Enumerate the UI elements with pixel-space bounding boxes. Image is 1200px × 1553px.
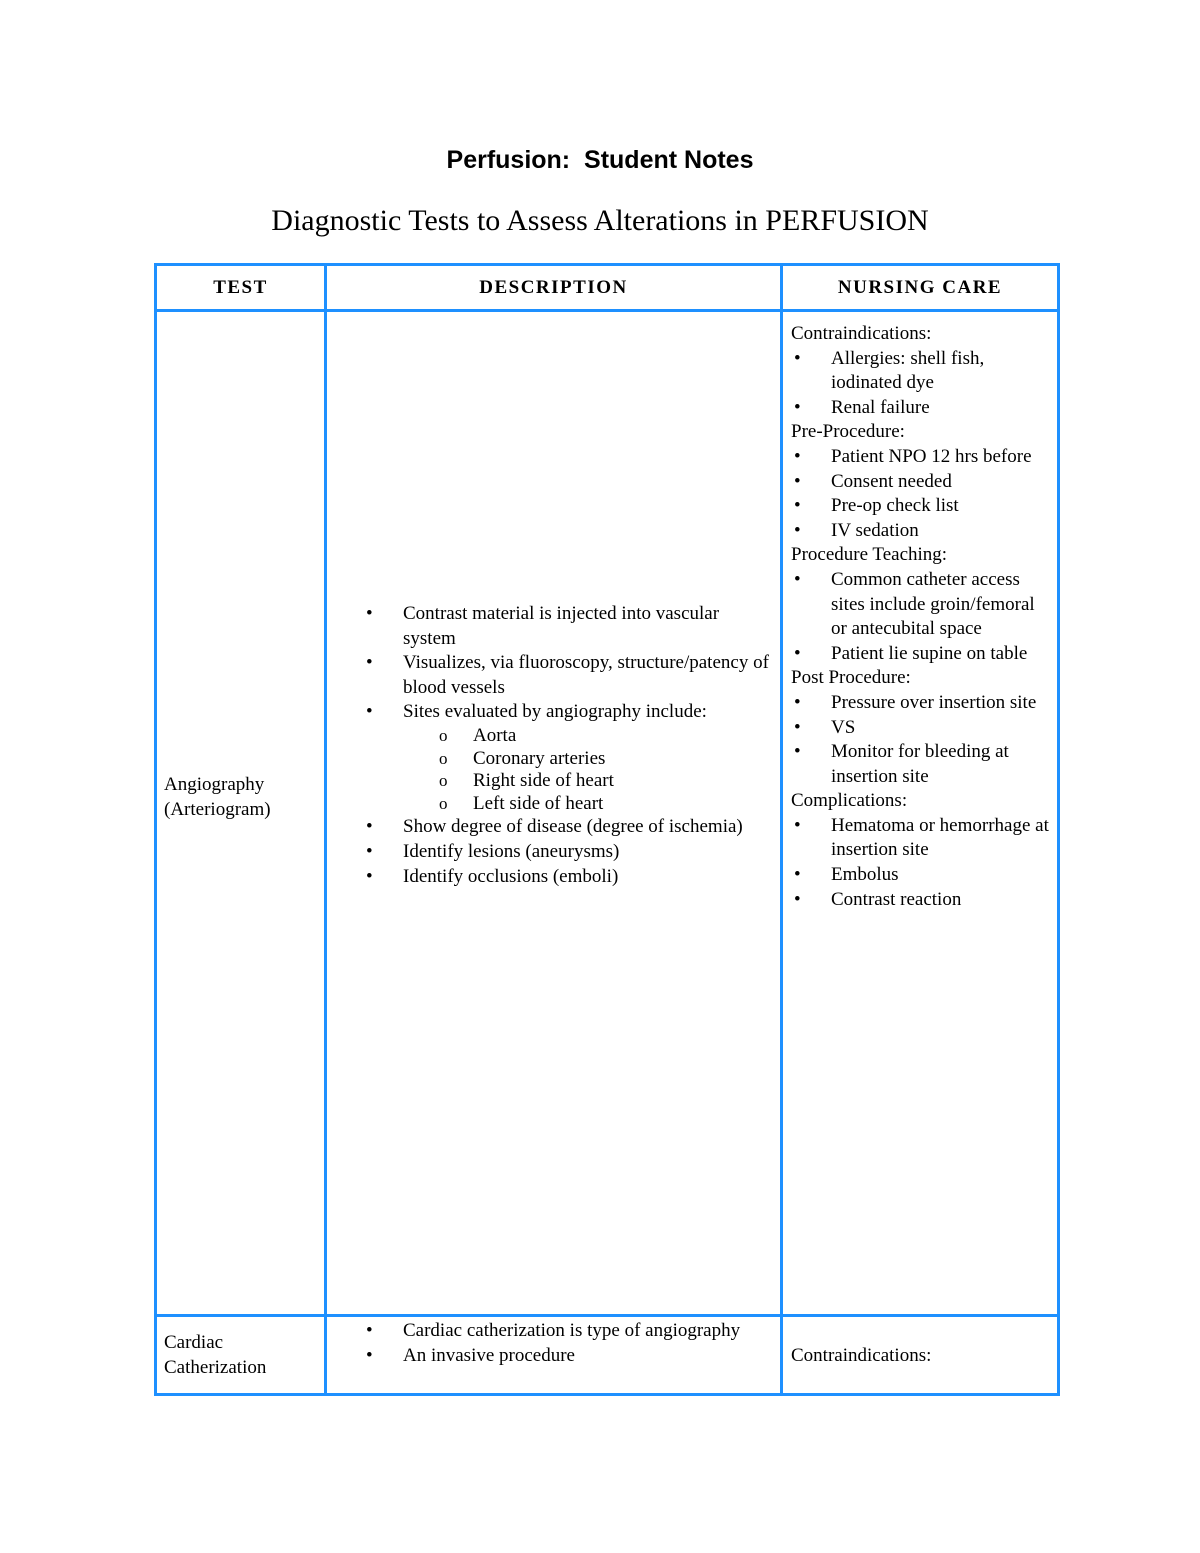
table-border-top: [154, 263, 1060, 266]
test-name-cardiac-catherization: Cardiac Catherization: [164, 1332, 267, 1378]
table-border-left: [154, 263, 157, 1396]
header-divider: [154, 309, 1060, 312]
pre-procedure-label: Pre-Procedure:: [791, 421, 905, 443]
row-divider: [154, 1314, 1060, 1317]
list-item: • Cardiac catherization is type of angiography: [363, 1319, 773, 1344]
list-item: • Patient NPO 12 hrs before: [791, 445, 1053, 470]
test-name-angiography: Angiography (Arteriogram): [164, 774, 271, 820]
contraindications-label: Contraindications:: [791, 323, 932, 344]
header-test: TEST: [213, 277, 268, 298]
list-item: • Pre-op check list: [791, 494, 1053, 519]
nursing-care-angiography: [791, 322, 1053, 912]
list-item: • Identify lesions (aneurysms): [363, 840, 773, 865]
list-item: • IV sedation: [791, 519, 1053, 544]
header-nursing-care: NURSING CARE: [837, 277, 1003, 298]
list-item: • Show degree of disease (degree of ischemia): [363, 815, 773, 840]
sub-list-item: o Coronary arteries: [403, 748, 773, 771]
list-item: • Hematoma or hemorrhage at insertion site: [791, 814, 1053, 863]
list-item: • Monitor for bleeding at insertion site: [791, 740, 1053, 789]
diagnostic-tests-table: [154, 263, 1060, 1396]
list-item: • Contrast reaction: [791, 888, 1053, 913]
page-subtitle: Diagnostic Tests to Assess Alterations in PERFUSION: [271, 204, 929, 237]
table-border-bottom: [154, 1393, 1060, 1396]
list-item: • Embolus: [791, 863, 1053, 888]
list-item: • An invasive procedure: [363, 1344, 773, 1369]
sub-list-item: o Aorta: [403, 725, 773, 748]
list-item: • Identify occlusions (emboli): [363, 865, 773, 890]
column-divider-2: [780, 263, 783, 1396]
list-item: • Visualizes, via fluoroscopy, structure/patency of blood vessels: [363, 651, 773, 700]
sub-list-item: o Left side of heart: [403, 793, 773, 816]
list-item: • VS: [791, 716, 1053, 741]
complications-label: Complications:: [791, 790, 908, 812]
page-title: Perfusion: Student Notes: [446, 146, 754, 174]
list-item: • Renal failure: [791, 396, 1053, 421]
list-item: • Sites evaluated by angiography include: o Aorta o Coronary arteries o Right side of heart o Left side of heart: [363, 700, 773, 815]
list-item: • Contrast material is injected into vascular system: [363, 602, 773, 651]
description-cardiac-catherization: [363, 1319, 773, 1368]
header-description: DESCRIPTION: [479, 277, 628, 298]
table-border-right: [1057, 263, 1060, 1396]
sub-list-item: o Right side of heart: [403, 770, 773, 793]
list-item: • Consent needed: [791, 470, 1053, 495]
list-item: • Allergies: shell fish, iodinated dye: [791, 347, 1053, 396]
column-divider-1: [324, 263, 327, 1396]
list-item: • Common catheter access sites include groin/femoral or antecubital space: [791, 568, 1053, 642]
list-item: • Pressure over insertion site: [791, 691, 1053, 716]
post-procedure-label: Post Procedure:: [791, 667, 911, 689]
procedure-teaching-label: Procedure Teaching:: [791, 544, 948, 566]
list-item: • Patient lie supine on table: [791, 642, 1053, 667]
description-angiography: [363, 602, 773, 889]
nursing-care-cardiac-catherization: Contraindications:: [791, 1345, 932, 1366]
